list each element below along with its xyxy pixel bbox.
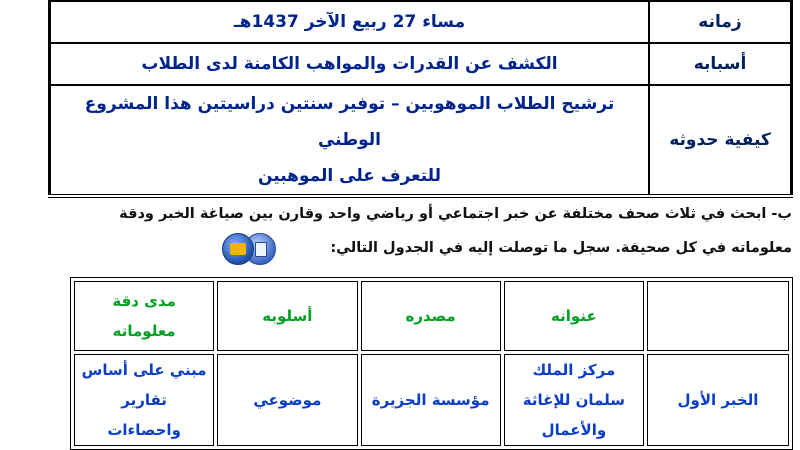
header-source: مصدره [361,281,501,351]
row-value-reasons: الكشف عن القدرات والمواهب الكامنة لدى الطلاب [50,43,650,85]
accuracy-line-3: واحصاءات [107,421,181,439]
title-line-2: سلمان للإغاثة [522,391,625,409]
table-row [50,85,792,196]
header-title: عنوانه [504,281,644,351]
how-line-1: ترشيح الطلاب الموهوبين – توفير سنتين دراسيتين هذا المشروع الوطني [84,94,615,150]
folder-icon[interactable] [222,233,254,265]
instruction-line-1: ب- ابحث في ثلاث صحف مختلفة عن خبر اجتماعي أو رياضي واحد وقارن بين صياغة الخبر ودقة [119,206,792,222]
cell-accuracy [74,354,214,446]
how-line-2: للتعرف على الموهبين [258,166,441,186]
row-label-how: كيفية حدوثه [649,85,792,196]
table-header-row [74,281,789,351]
accuracy-line-1: مبني على أساس [81,361,207,379]
accuracy-line-2: تقارير [121,391,167,409]
news-details-table [48,0,793,198]
toolbar-icons [222,233,282,269]
table-row [50,43,792,85]
header-accuracy [74,281,214,351]
table-row [74,354,789,446]
title-line-3: والأعمال [541,421,607,439]
table-row [50,1,792,43]
header-style: أسلوبه [217,281,357,351]
cell-title [504,354,644,446]
row-label-time: زمانه [649,1,792,43]
row-label-first-news: الخبر الأول [647,354,789,446]
row-label-reasons: أسبابه [649,43,792,85]
cell-style: موضوعي [217,354,357,446]
header-accuracy-line-1: مدى دقة [112,292,176,310]
header-empty [647,281,789,351]
row-value-how [50,85,650,196]
cell-source: مؤسسة الجزيرة [361,354,501,446]
row-value-time: مساء 27 ربيع الآخر 1437هـ [50,1,650,43]
header-accuracy-line-2: معلوماته [112,322,176,340]
comparison-table [70,277,793,450]
title-line-1: مركز الملك [532,361,616,379]
instruction-line-2: معلوماته في كل صحيفة. سجل ما توصلت إليه في الجدول التالي: [330,240,792,256]
